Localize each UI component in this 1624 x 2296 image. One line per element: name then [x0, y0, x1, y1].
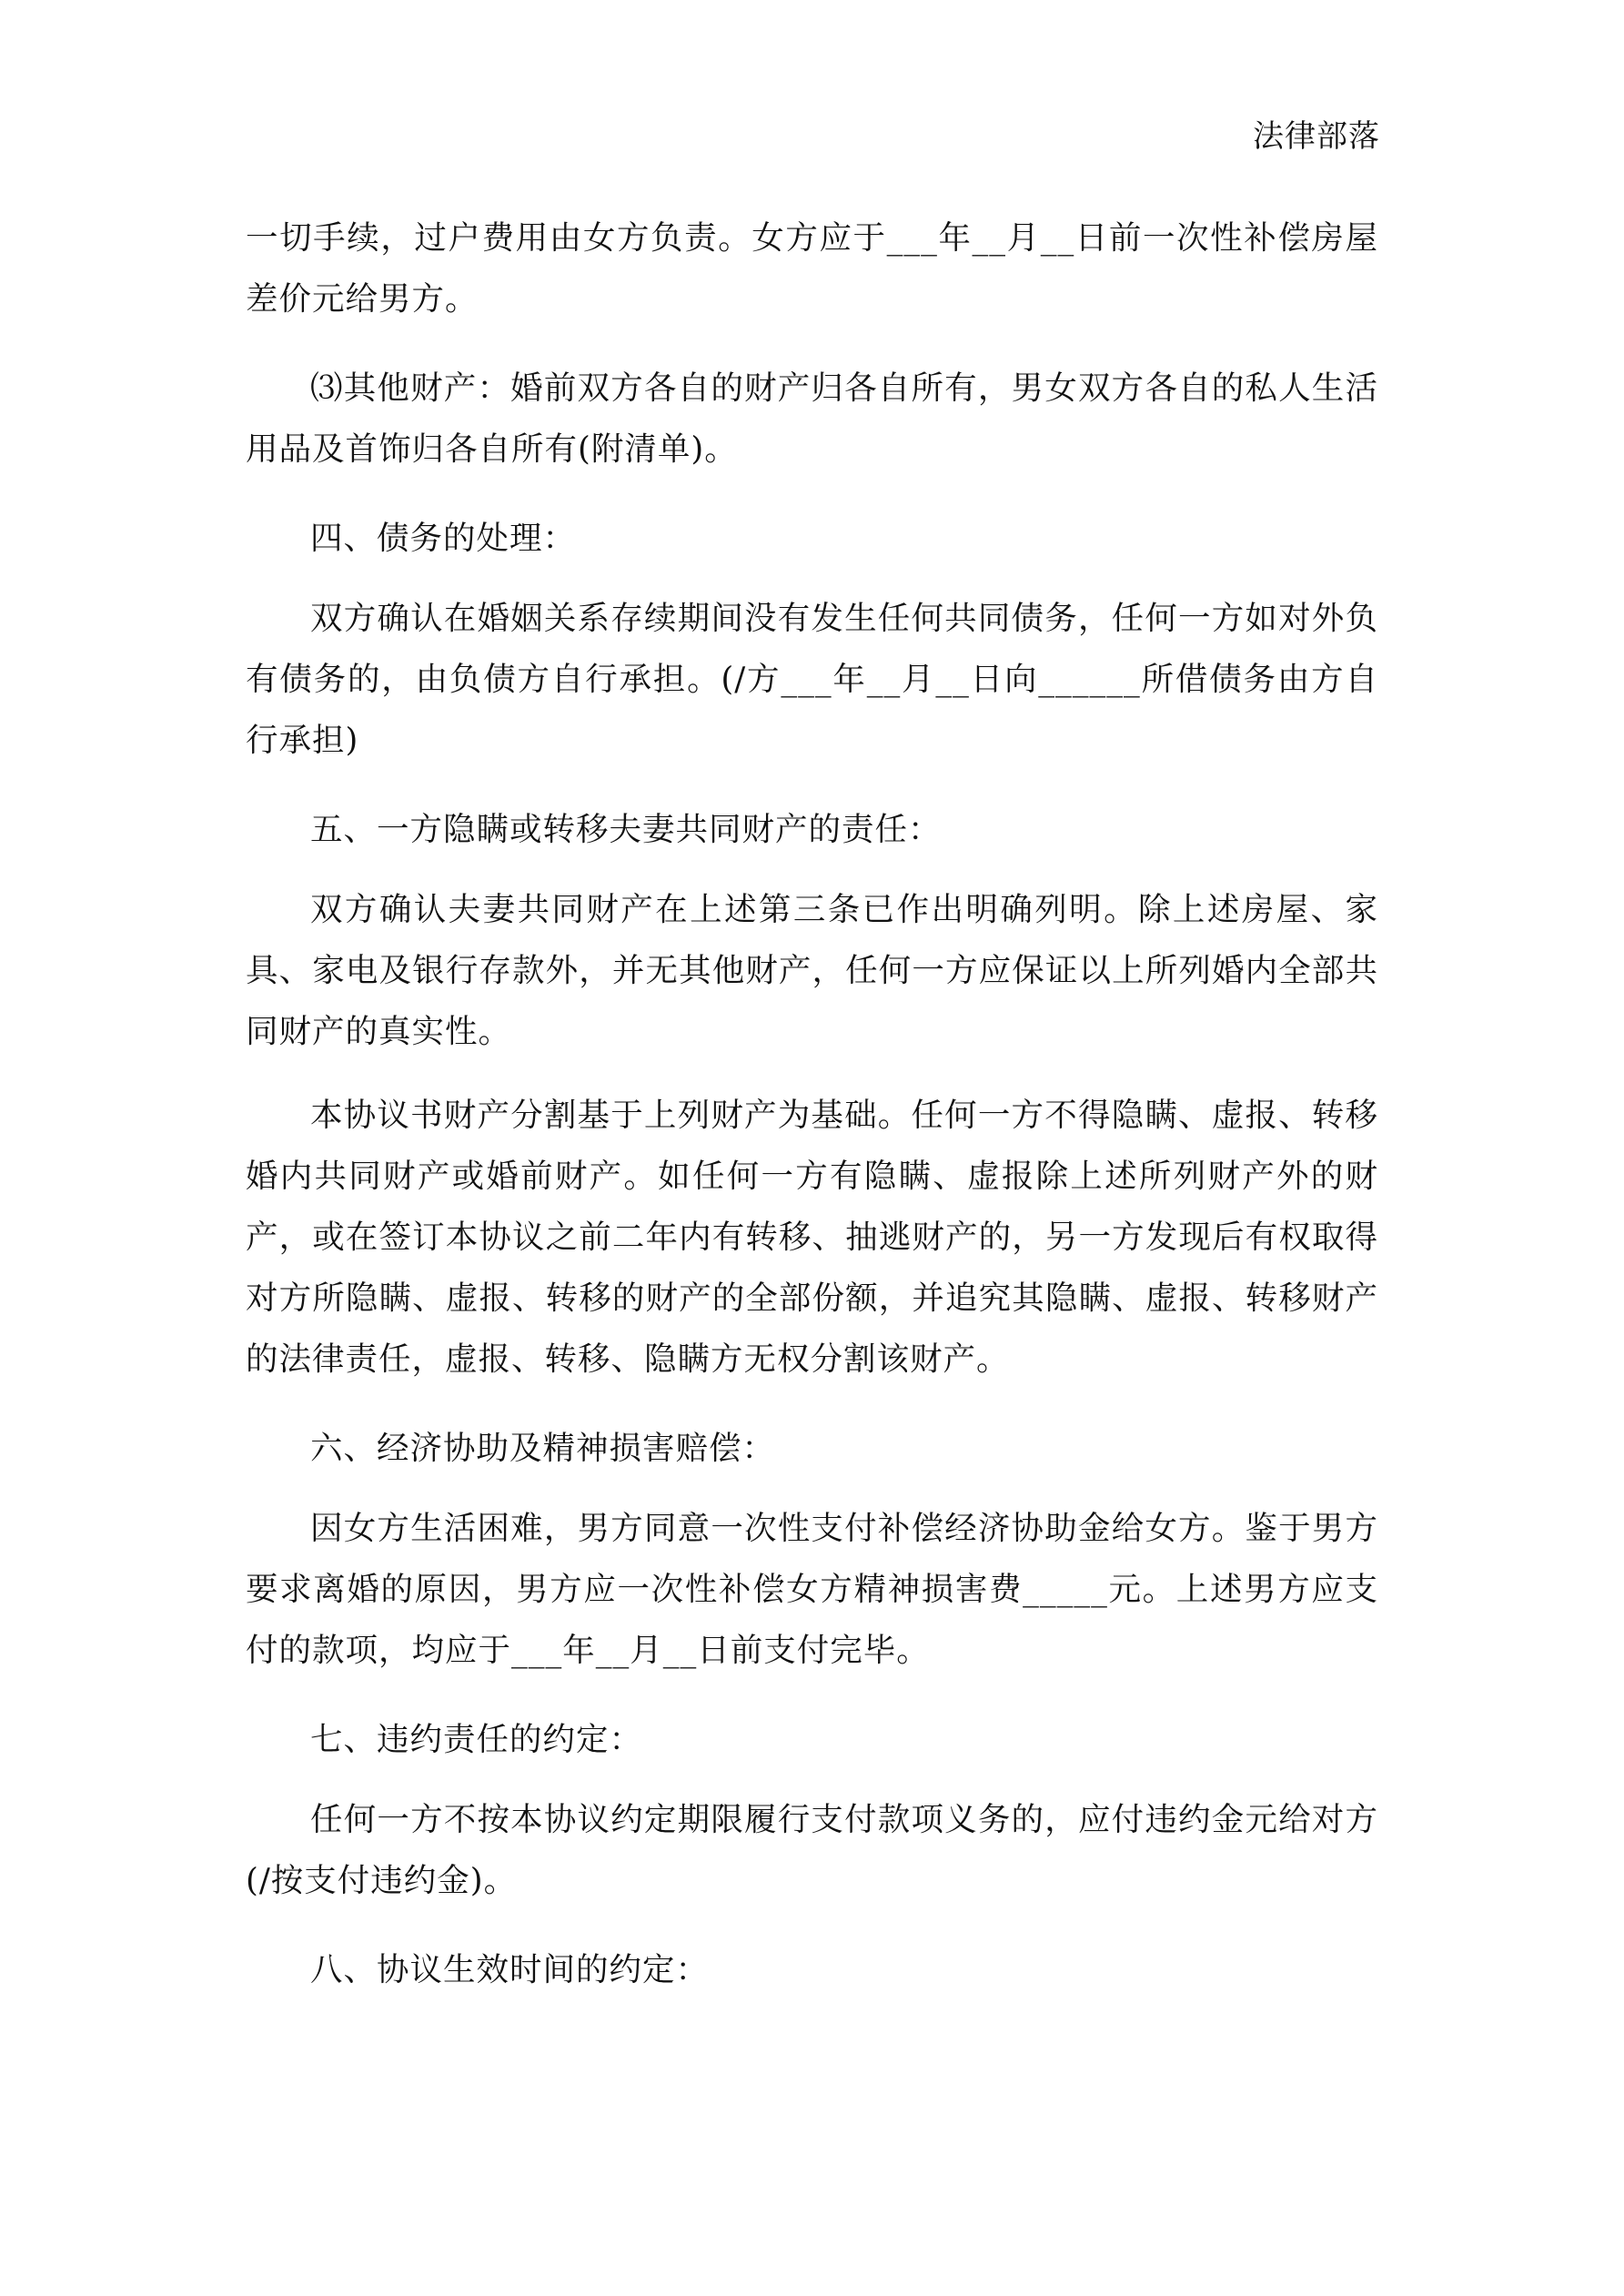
header-brand: 法律部落 [1253, 118, 1380, 155]
section-heading-compensation: 六、经济协助及精神损害赔偿： [310, 1430, 776, 1467]
section-heading-breach: 七、违约责任的约定： [310, 1721, 643, 1758]
paragraph-breach: 任何一方不按本协议约定期限履行支付款项义务的，应付违约金元给对方(/按支付违约金)。 [246, 1801, 1378, 1899]
paragraph-property-division-basis: 本协议书财产分割基于上列财产为基础。任何一方不得隐瞒、虚报、转移婚内共同财产或婚前财产。如任何一方有隐瞒、虚报除上述所列财产外的财产，或在签订本协议之前二年内有转移、抽逃财产的，另一方发现后有权取得对方所隐瞒、虚报、转移的财产的全部份额，并追究其隐瞒、虚报、转移财产的法律责任，虚报、转移、隐瞒方无权分割该财产。 [246, 1097, 1378, 1378]
section-heading-effective-date: 八、协议生效时间的约定： [310, 1951, 710, 1988]
paragraph-other-property: ⑶其他财产：婚前双方各自的财产归各自所有，男女双方各自的私人生活用品及首饰归各自所有(附清单)。 [246, 369, 1378, 468]
paragraph-joint-property-confirmation: 双方确认夫妻共同财产在上述第三条已作出明确列明。除上述房屋、家具、家电及银行存款外，并无其他财产，任何一方应保证以上所列婚内全部共同财产的真实性。 [246, 891, 1378, 1050]
section-heading-debts: 四、债务的处理： [310, 520, 577, 557]
section-heading-concealment: 五、一方隐瞒或转移夫妻共同财产的责任： [310, 811, 942, 848]
paragraph-transfer-procedures: 一切手续，过户费用由女方负责。女方应于___年__月__日前一次性补偿房屋差价元给男方。 [246, 219, 1378, 318]
paragraph-debts: 双方确认在婚姻关系存续期间没有发生任何共同债务，任何一方如对外负有债务的，由负债方自行承担。(/方___年__月__日向______所借债务由方自行承担) [246, 600, 1378, 759]
document-body [246, 207, 1378, 2000]
paragraph-compensation: 因女方生活困难，男方同意一次性支付补偿经济协助金给女方。鉴于男方要求离婚的原因，男方应一次性补偿女方精神损害费_____元。上述男方应支付的款项，均应于___年__月__日前支付完毕。 [246, 1510, 1378, 1669]
